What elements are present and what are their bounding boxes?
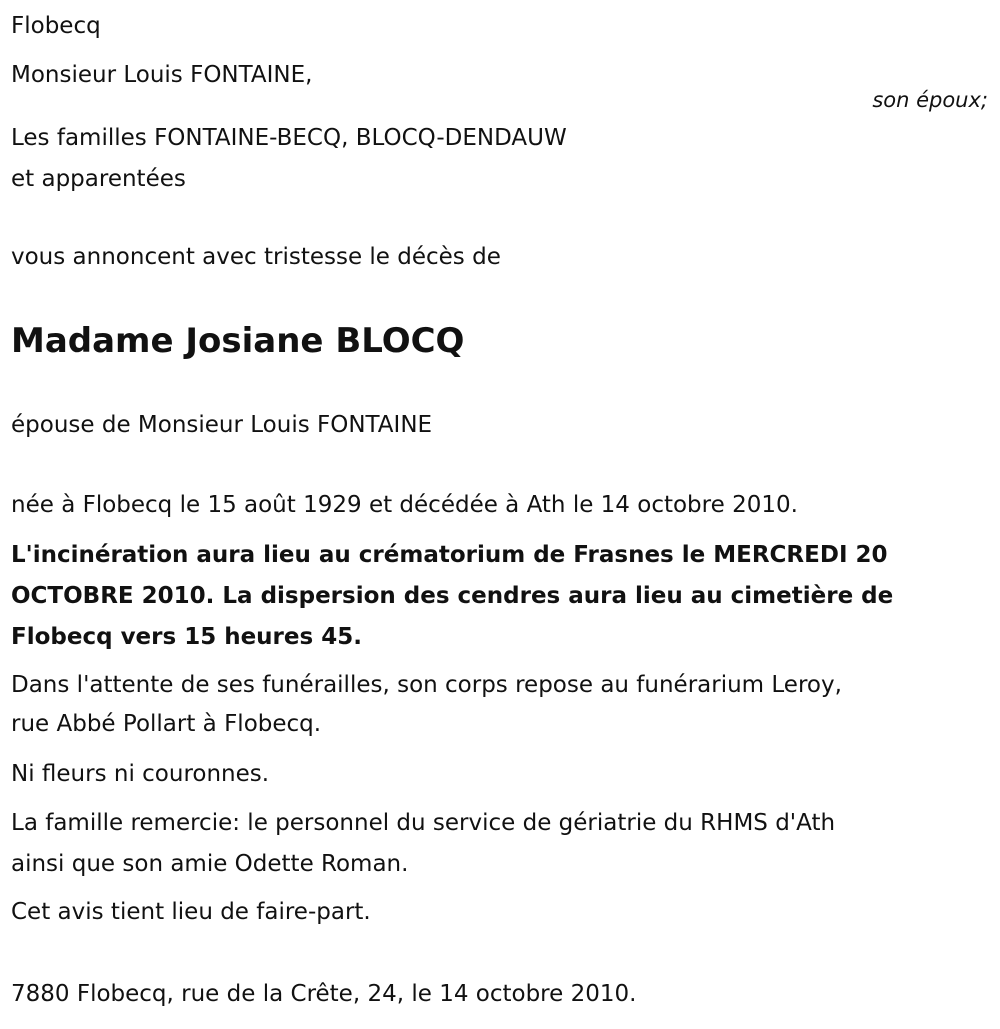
ceremony-line: Flobecq vers 15 heures 45. xyxy=(11,624,362,650)
spouse-name: Monsieur Louis FONTAINE, xyxy=(11,62,313,88)
place: Flobecq xyxy=(11,13,101,39)
thanks-line: La famille remercie: le personnel du service de gériatrie du RHMS d'Ath xyxy=(11,810,836,836)
flowers: Ni fleurs ni couronnes. xyxy=(11,761,270,787)
families-line: Les familles FONTAINE-BECQ, BLOCQ-DENDAUW xyxy=(11,125,567,151)
thanks xyxy=(11,803,835,885)
rest xyxy=(11,666,842,744)
born-died: née à Flobecq le 15 août 1929 et décédée à Ath le 14 octobre 2010. xyxy=(11,492,798,518)
rest-line: rue Abbé Pollart à Flobecq. xyxy=(11,711,322,737)
announce: vous annoncent avec tristesse le décès de xyxy=(11,244,501,270)
spouse-role: son époux; xyxy=(872,88,988,112)
address: 7880 Flobecq, rue de la Crête, 24, le 14 octobre 2010. xyxy=(11,981,637,1007)
thanks-line: ainsi que son amie Odette Roman. xyxy=(11,851,409,877)
ceremony-line: L'incinération aura lieu au crématorium de Frasnes le MERCREDI 20 xyxy=(11,542,888,568)
families-line: et apparentées xyxy=(11,166,186,192)
rest-line: Dans l'attente de ses funérailles, son corps repose au funérarium Leroy, xyxy=(11,672,842,698)
ceremony xyxy=(11,535,893,658)
families xyxy=(11,118,567,200)
wife-of: épouse de Monsieur Louis FONTAINE xyxy=(11,412,433,438)
notice: Cet avis tient lieu de faire-part. xyxy=(11,899,371,925)
ceremony-line: OCTOBRE 2010. La dispersion des cendres aura lieu au cimetière de xyxy=(11,583,894,609)
deceased-name: Madame Josiane BLOCQ xyxy=(11,321,465,361)
